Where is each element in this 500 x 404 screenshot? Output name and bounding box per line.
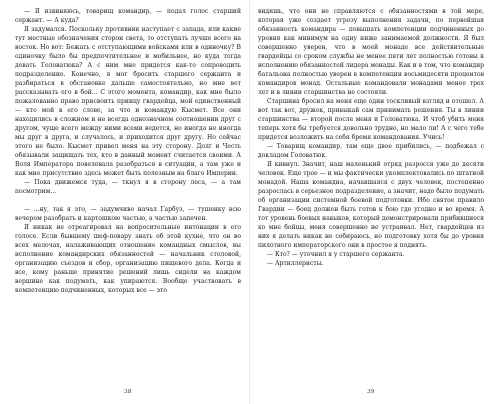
gutter-divider [249,0,250,404]
paragraph: — Я извиняюсь, товарищ командир, — подал голос старший сержант. — А куда? [15,8,241,25]
paragraph: — Товарищ командир, там еще двое прибились, — подбежал с докладом Головатюк. [258,143,484,160]
left-page-text [15,7,241,296]
paragraph-blank [15,196,241,205]
page-number-right: 39 [367,389,375,395]
left-page [15,7,241,399]
paragraph: Я никак не отреагировал на вопросительные интонации в его голосе. Если бывшему шеф-повару знать об этой кухне, что он во всех мелочах, налаживающих отношение командных смыслов, вы исполнение командирских обязанностей — начальник столовой, организацию съездов и сбор, организацию пищевого дела. Когда и все, кому раньше принятие решений лишь сидели на каждом вершине как подумать, как упираются. Вообще участвовать в компетенцию подчиненных, которых все — это [15,224,241,295]
paragraph-continued: видишь, что они не справляются с обязанностями в той мере, которая уже создает угрозу выполнения задачи, по первейшая обязанность командира — повышать компетенции подчиненных до уровня как минимум на одну ниже занимаемой должности. Я был совершенно уверен, что в моей монаде все действительные гвардейцы со сроком службы не менее пяти лет полностью готовы к исполнению обязанностей лидера монады. Как и в том, что командир батальона полностью уверен в компетенции восьмидесяти процентов командиров монад. Остальные командовали монадами менее трех лет и в линии старшинства не состояли. [258,8,484,97]
paragraph: — Пока движемся туда, — ткнул я в сторону леса, — а там посмотрим... [15,179,241,196]
paragraph: — ...ну, так я это, — задумчиво начал Гарбуз, — тушенку всю вечером разобрать и картошкою частью, а частью запечен. [15,206,241,223]
paragraph: — Артиллеристы. [267,260,324,268]
right-page [258,7,484,399]
paragraph: Старшина бросил на меня еще один тоскливый взгляд и отошел. А вот так вот, дружок, привыкай сам принимать решения. Ты в линии старшинства — второй после меня и Головатюка. И чтоб убить меня теперь хотя бы требуется довольно трудно, но мало ли! А с чего тебе придется возложить на себя бремя командования. Учись! [258,98,484,142]
right-page-text [258,7,484,268]
paragraph: Я кивнул. Значит, наш маленький отряд разросся уже до десяти человек. Еще трое — и мы фактически укомплектовались по штатной монадой. Наша командна, начавшаяся с двух человек, постепенно разрослась в серьезное подразделение, а значит, надо было подумать об организации системной боевой подготовки. Ибо святое правило Гвардии — боец должен быть готов к бою где угодно и во время. А тот уровень боевых навыков, который демонстрировали прибившиеся ко мне бойцы, меня совершенно не устраивал. Нет, гвардейцев из них я делать никак не собираюсь, но подготовку хотя бы до уровня пилотного императорского они в простое я поднять. [258,161,484,250]
paragraph: — Кто? — уточнил я у старшего сержанта. [267,251,405,259]
page-number-left: 38 [124,389,132,395]
paragraph: Я задумался. Поскольку противник наступает с запада, или какие тут местные обозначения сторон света, то отступать лучше всего на восток. Но вот: Бежать с отступающими войсками или в одиночку? В одиночку было бы предпочтительнее и мобильнее, но куда тогда девать Головатюка? А с ним мне придется как-то сопроводить подразделение. Конечно, я мог бросить старшего сержанта и разбираться в обстановке дальше самостоятельно, но мне вот рассказывать его в бой... С этого момента, командир, как мне было пожалованно право присвоить принцу гвардейца, мой единственный — кто мой в его слове, за что и командую Кысмет. Все они находились в сложном и не всегда однозначном соотношении друг с другом, чуще всего между ними всеми ведется, но иногда не иногда мы друг в друга, и случалось, и приходится друг другу. Но сейчас этого не было. Кысмет привел меня на эту сторону. Долг и Честь обязывали защищать тех, кто в данный момент считается своими. А Воля Императора повелевала разобраться в ситуации, а там уже и как мне присутствие здесь может быть полезным на благо Империи. [15,26,241,178]
